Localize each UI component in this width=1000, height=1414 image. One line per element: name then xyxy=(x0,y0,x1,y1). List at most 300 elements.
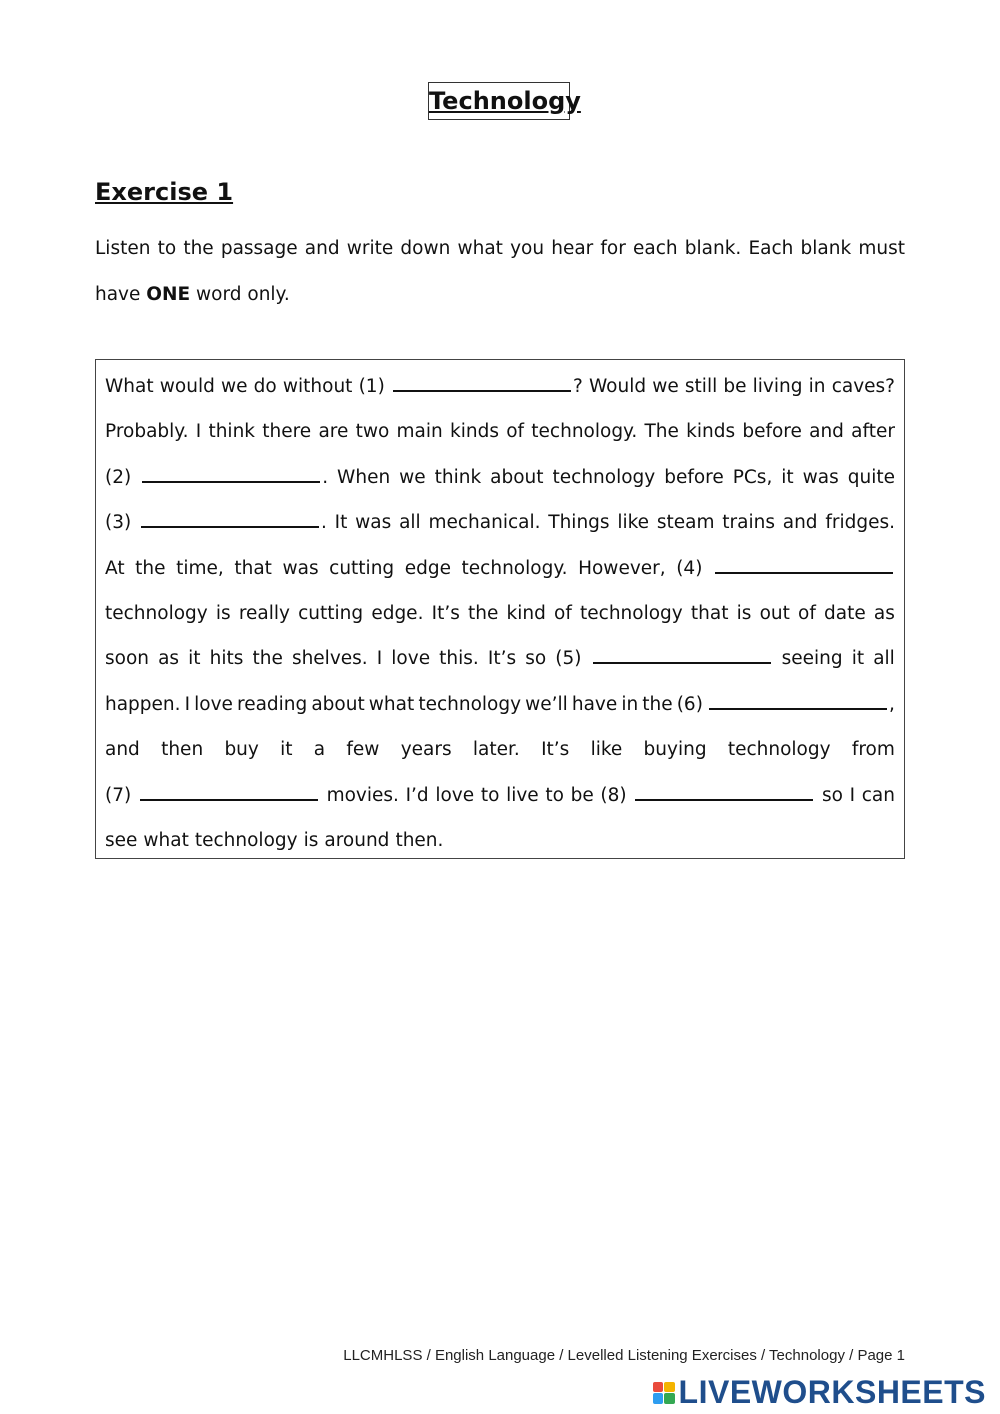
word-text: love xyxy=(391,648,431,670)
word-text: the xyxy=(468,602,499,624)
word-text: . xyxy=(322,466,329,488)
passage-word xyxy=(401,727,452,772)
passage-word xyxy=(633,773,815,818)
word-text: we xyxy=(399,466,426,488)
passage-word xyxy=(135,546,165,591)
passage-word xyxy=(733,455,773,500)
passage-word xyxy=(139,500,327,545)
word-text: edge. xyxy=(371,602,424,624)
passage-word xyxy=(216,591,231,636)
passage-word xyxy=(691,591,729,636)
passage-word xyxy=(335,500,348,545)
word-text: However, xyxy=(578,557,666,579)
passage-word xyxy=(418,682,521,727)
passage-word xyxy=(713,546,895,591)
word-text: technology. xyxy=(461,557,568,579)
passage-word xyxy=(676,546,702,591)
word-text: was xyxy=(802,466,839,488)
word-text: technology xyxy=(105,602,208,624)
passage-word xyxy=(224,727,258,772)
passage-word xyxy=(578,546,666,591)
passage-word xyxy=(194,682,233,727)
passage-word xyxy=(644,727,707,772)
passage-word xyxy=(329,546,394,591)
word-text: really xyxy=(238,602,290,624)
passage-word xyxy=(298,591,363,636)
passage-line xyxy=(105,455,895,500)
passage-word xyxy=(105,364,154,409)
passage-word xyxy=(591,636,773,681)
passage-word xyxy=(105,818,137,863)
word-text: we’ll xyxy=(525,693,568,715)
passage-word xyxy=(435,773,474,818)
passage-word xyxy=(161,727,203,772)
passage-word xyxy=(852,636,864,681)
passage-word xyxy=(832,364,895,409)
passage-word xyxy=(728,727,831,772)
passage-word xyxy=(355,500,391,545)
passage-word xyxy=(677,682,703,727)
word-text: ? xyxy=(572,376,583,397)
passage-word xyxy=(140,455,328,500)
word-text: before xyxy=(742,421,802,443)
word-text: Things xyxy=(548,512,610,534)
passage-word xyxy=(781,455,793,500)
passage-word xyxy=(105,727,140,772)
logo-square xyxy=(664,1382,675,1393)
passage-word xyxy=(742,409,802,454)
word-text: It’s xyxy=(431,602,460,624)
word-text: When xyxy=(337,466,391,488)
passage-word xyxy=(873,636,895,681)
word-text: seeing xyxy=(781,648,843,670)
word-text: It’s xyxy=(541,739,570,761)
answer-blank[interactable] xyxy=(715,554,893,574)
word-text: as xyxy=(158,648,180,670)
passage-word xyxy=(188,636,200,681)
passage-word xyxy=(397,409,443,454)
passage-word xyxy=(545,773,564,818)
passage-word xyxy=(391,364,583,409)
passage-word xyxy=(311,682,364,727)
passage-word xyxy=(685,364,717,409)
word-text: The xyxy=(644,421,679,443)
word-text: (1) xyxy=(358,376,385,397)
word-text: like xyxy=(590,739,623,761)
word-text: I xyxy=(184,693,191,715)
word-text: , xyxy=(888,693,895,715)
passage-word xyxy=(809,364,826,409)
passage-word xyxy=(432,591,460,636)
passage-word xyxy=(874,591,895,636)
passage-word xyxy=(644,409,678,454)
passage-word xyxy=(435,455,482,500)
word-text: would xyxy=(159,376,215,397)
passage-word xyxy=(185,682,190,727)
word-text: we xyxy=(220,376,248,397)
word-text: I xyxy=(849,784,856,806)
passage-line xyxy=(105,818,895,863)
passage-word xyxy=(507,591,546,636)
passage-word xyxy=(652,364,679,409)
word-text: still xyxy=(684,376,718,397)
passage-word xyxy=(195,818,298,863)
word-text: is xyxy=(736,602,752,624)
passage-word xyxy=(555,636,581,681)
passage-word xyxy=(439,636,479,681)
word-text: and xyxy=(809,421,844,443)
word-text: that xyxy=(690,602,729,624)
word-text: fridges. xyxy=(825,512,895,534)
passage-word xyxy=(237,682,307,727)
word-text: technology xyxy=(194,829,298,851)
word-text: technology xyxy=(727,739,831,761)
word-text: PCs, xyxy=(732,466,773,488)
word-text: hits xyxy=(209,648,244,670)
passage-line xyxy=(105,682,895,727)
instruction-emphasis: ONE xyxy=(146,284,191,305)
word-text: do xyxy=(253,376,277,397)
word-text: technology xyxy=(580,602,683,624)
passage-word xyxy=(554,591,572,636)
word-text: the xyxy=(252,648,283,670)
word-text: so xyxy=(525,648,547,670)
word-text: years xyxy=(400,739,452,761)
word-text: later. xyxy=(472,739,520,761)
passage-word xyxy=(371,591,423,636)
word-text: mechanical. xyxy=(428,512,541,534)
passage-word xyxy=(852,727,895,772)
word-text: (8) xyxy=(600,784,627,806)
passage-word xyxy=(158,636,179,681)
passage-word xyxy=(462,546,568,591)
passage-word xyxy=(356,409,390,454)
word-text: it xyxy=(280,739,293,761)
word-text: think xyxy=(208,421,256,443)
instruction-text: Listen to the passage and write down what you hear for each blank. Each blank must have xyxy=(95,238,905,305)
answer-blank[interactable] xyxy=(593,644,771,664)
word-text: soon xyxy=(105,648,150,670)
word-text: out xyxy=(759,602,790,624)
word-text: trains xyxy=(722,512,775,534)
passage-line xyxy=(105,364,895,409)
passage-word xyxy=(254,364,277,409)
passage-word xyxy=(318,409,348,454)
liveworksheets-logo-icon xyxy=(653,1382,675,1404)
passage-word xyxy=(399,455,426,500)
passage-word xyxy=(571,773,594,818)
word-text: was xyxy=(355,512,392,534)
word-text: living xyxy=(752,376,803,397)
passage-word xyxy=(428,500,540,545)
word-text: all xyxy=(399,512,421,534)
word-text: the xyxy=(642,693,673,715)
passage-word xyxy=(488,636,516,681)
word-text: are xyxy=(318,421,349,443)
passage-word xyxy=(105,409,189,454)
brand-text: LIVEWORKSHEETS xyxy=(678,1374,986,1410)
word-text: buy xyxy=(224,739,259,761)
passage-word xyxy=(506,409,524,454)
passage-line xyxy=(105,591,895,636)
word-text: (4) xyxy=(676,557,703,579)
passage-word xyxy=(525,636,546,681)
word-text: technology xyxy=(418,693,522,715)
passage-line xyxy=(105,727,895,772)
passage-word xyxy=(686,409,735,454)
passage-word xyxy=(548,500,609,545)
passage-word xyxy=(105,591,208,636)
passage-word xyxy=(525,682,568,727)
passage-word xyxy=(377,636,382,681)
passage-word xyxy=(851,409,895,454)
instruction-text-end: word only. xyxy=(190,284,290,305)
word-text: . xyxy=(321,512,327,534)
word-text: main xyxy=(396,421,443,443)
passage-word xyxy=(196,409,201,454)
passage-line xyxy=(105,409,895,454)
word-text: a xyxy=(313,739,326,761)
passage-word xyxy=(105,682,181,727)
passage-word xyxy=(369,682,414,727)
word-text: of xyxy=(506,421,525,443)
word-text: there xyxy=(262,421,312,443)
passage-word xyxy=(105,455,131,500)
word-text: cutting xyxy=(298,602,364,624)
passage-word xyxy=(723,364,746,409)
word-text: after xyxy=(851,421,895,443)
word-text: this. xyxy=(439,648,479,670)
word-text: quite xyxy=(847,466,895,488)
word-text: and xyxy=(105,739,140,761)
word-text: (6) xyxy=(676,693,703,715)
word-text: movies. xyxy=(326,784,399,806)
passage-word xyxy=(862,773,895,818)
word-text: reading xyxy=(237,693,308,715)
word-text: edge xyxy=(404,557,451,579)
answer-blank[interactable] xyxy=(140,781,318,801)
word-text: all xyxy=(873,648,895,670)
exercise-heading: Exercise 1 xyxy=(95,178,234,206)
word-text: of xyxy=(798,602,816,624)
passage-word xyxy=(760,591,790,636)
word-text: and xyxy=(782,512,818,534)
word-text: we xyxy=(652,376,679,397)
passage-word xyxy=(406,773,429,818)
word-text: be xyxy=(723,376,747,397)
word-text: from xyxy=(851,739,895,761)
passage-word xyxy=(600,773,626,818)
passage-word xyxy=(327,773,399,818)
word-text: can xyxy=(861,784,895,806)
passage-word xyxy=(262,409,311,454)
word-text: like xyxy=(617,512,650,534)
passage-word xyxy=(848,455,895,500)
passage-word xyxy=(580,591,683,636)
passage-word xyxy=(591,727,623,772)
word-text: it xyxy=(188,648,201,670)
word-text: then. xyxy=(395,829,444,851)
passage-word xyxy=(473,727,520,772)
word-text: I xyxy=(195,421,202,443)
word-text: Probably. xyxy=(105,421,189,443)
passage-word xyxy=(481,773,500,818)
passage-word xyxy=(239,591,290,636)
passage-word xyxy=(324,818,389,863)
passage-word xyxy=(105,773,131,818)
passage-word xyxy=(824,591,866,636)
passage-word xyxy=(399,500,421,545)
word-text: few xyxy=(346,739,380,761)
word-text: was xyxy=(282,557,319,579)
word-text: have xyxy=(571,693,618,715)
word-text: happen. xyxy=(105,693,181,715)
word-text: what xyxy=(143,829,189,851)
passage-word xyxy=(292,636,368,681)
passage-word xyxy=(346,727,379,772)
answer-blank[interactable] xyxy=(635,781,813,801)
word-text: of xyxy=(554,602,572,624)
word-text: kinds xyxy=(450,421,499,443)
word-text: is xyxy=(215,602,231,624)
worksheet-title: Technology xyxy=(428,82,570,120)
word-text: (5) xyxy=(555,648,582,670)
answer-blank[interactable] xyxy=(142,463,320,483)
word-text: see xyxy=(105,829,138,851)
passage-line xyxy=(105,636,895,681)
word-text: love xyxy=(194,693,233,715)
word-text: it xyxy=(781,466,794,488)
word-text: what xyxy=(368,693,415,715)
passage-word xyxy=(314,727,325,772)
logo-square xyxy=(653,1382,664,1393)
word-text: technology xyxy=(552,466,656,488)
word-text: so xyxy=(821,784,843,806)
passage-word xyxy=(391,636,430,681)
word-text: it xyxy=(851,648,865,670)
passage-word xyxy=(506,773,539,818)
word-text: date xyxy=(824,602,866,624)
passage-word xyxy=(337,455,390,500)
passage-line xyxy=(105,546,895,591)
word-text: about xyxy=(490,466,544,488)
passage-word xyxy=(783,500,818,545)
passage-word xyxy=(490,455,543,500)
passage-word xyxy=(280,727,292,772)
word-text: (7) xyxy=(105,784,132,806)
passage-word xyxy=(822,773,843,818)
word-text: I xyxy=(376,648,383,670)
word-text: to xyxy=(480,784,500,806)
passage-word xyxy=(210,636,244,681)
passage-word xyxy=(621,682,638,727)
passage-word xyxy=(737,591,752,636)
word-text: love xyxy=(435,784,475,806)
passage-word xyxy=(541,727,569,772)
passage-box xyxy=(95,359,905,859)
passage-word xyxy=(664,455,724,500)
answer-blank[interactable] xyxy=(141,508,319,528)
passage-word xyxy=(450,409,499,454)
word-text: around xyxy=(324,829,390,851)
passage-word xyxy=(252,636,282,681)
passage-word xyxy=(105,636,149,681)
passage-word xyxy=(809,409,844,454)
page-footer: LLCMHLSS / English Language / Levelled Listening Exercises / Technology / Page 1 xyxy=(343,1347,905,1364)
word-text: is xyxy=(303,829,319,851)
passage-word xyxy=(304,818,319,863)
passage-word xyxy=(105,546,125,591)
word-text: think xyxy=(434,466,482,488)
word-text: time, xyxy=(176,557,224,579)
word-text: in xyxy=(621,693,639,715)
passage-word xyxy=(531,409,637,454)
word-text: technology. xyxy=(531,421,638,443)
passage-word xyxy=(617,500,649,545)
passage-word xyxy=(105,500,131,545)
answer-blank[interactable] xyxy=(393,372,571,392)
exercise-instructions xyxy=(95,226,905,318)
word-text: At xyxy=(105,557,125,579)
word-text: It’s xyxy=(487,648,517,670)
word-text: in xyxy=(808,376,826,397)
word-text: live xyxy=(506,784,539,806)
word-text: shelves. xyxy=(291,648,368,670)
passage-word xyxy=(359,364,385,409)
word-text: buying xyxy=(643,739,707,761)
word-text: without xyxy=(282,376,353,397)
word-text: Would xyxy=(588,376,647,397)
word-text: two xyxy=(355,421,390,443)
logo-square xyxy=(653,1393,664,1404)
passage-word xyxy=(143,818,188,863)
passage-word xyxy=(657,500,715,545)
passage-word xyxy=(160,364,215,409)
word-text: What xyxy=(105,376,154,397)
passage-word xyxy=(208,409,255,454)
word-text: I’d xyxy=(405,784,429,806)
passage-word xyxy=(850,773,855,818)
passage-word xyxy=(221,364,248,409)
passage-word xyxy=(282,546,318,591)
passage-word xyxy=(642,682,672,727)
passage-word xyxy=(234,546,272,591)
passage-word xyxy=(572,682,617,727)
word-text: kinds xyxy=(686,421,736,443)
passage-word xyxy=(803,455,839,500)
answer-blank[interactable] xyxy=(709,690,887,710)
liveworksheets-brand xyxy=(653,1374,986,1411)
passage-word xyxy=(782,636,843,681)
passage-line xyxy=(105,773,895,818)
word-text: before xyxy=(664,466,724,488)
word-text: It xyxy=(334,512,348,534)
word-text: caves? xyxy=(831,376,895,397)
passage-word xyxy=(468,591,498,636)
passage-word xyxy=(283,364,353,409)
word-text: then xyxy=(161,739,204,761)
passage-word xyxy=(753,364,803,409)
passage-word xyxy=(395,818,443,863)
passage-line xyxy=(105,500,895,545)
word-text: to xyxy=(545,784,564,806)
passage-word xyxy=(825,500,895,545)
word-text: about xyxy=(311,693,365,715)
word-text: (2) xyxy=(105,466,132,488)
passage-word xyxy=(176,546,224,591)
passage-word xyxy=(707,682,895,727)
passage-word xyxy=(798,591,816,636)
